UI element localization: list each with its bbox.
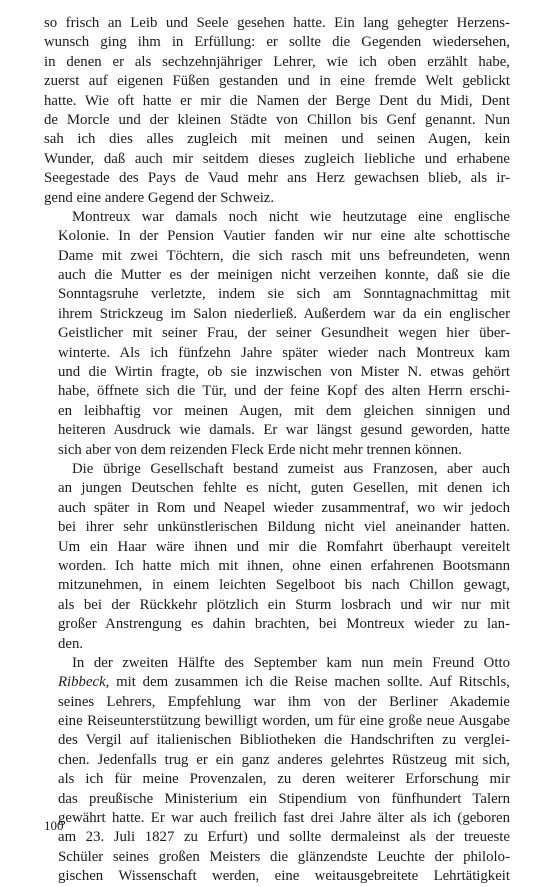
text-line: Geistlicher mit seiner Frau, der seiner Gesundheit wegen hier über- bbox=[58, 325, 510, 342]
text-line: als bei der Rückkehr plötzlich ein Sturm losbrach und wir nur mit bbox=[58, 596, 510, 613]
paragraph bbox=[44, 14, 510, 208]
text-line: so frisch an Leib und Seele gesehen hatte. Ein lang gehegter Herzens- bbox=[44, 15, 510, 31]
text-line: ihrem Strickzeug im Salon niederließ. Außerdem war da ein englischer bbox=[58, 305, 510, 322]
text-line: am 23. Juli 1827 zu Erfurt) und sollte dermaleinst als der treueste bbox=[58, 829, 510, 846]
text-line: bei ihrer sehr unkünstlerischen Bildung nicht viel aneinander hatten. bbox=[58, 519, 510, 536]
text-line: Wunder, daß auch mir seitdem dieses zugleich liebliche und erhabene bbox=[44, 150, 510, 167]
text-line: auch die Mutter es der meinigen nicht verzeihen konnte, daß sie die bbox=[58, 267, 510, 284]
text-line: Sonntagsruhe verletzte, indem sie sich am Sonntagnachmittag mit bbox=[58, 286, 510, 303]
text-line: Seegestade des Pays de Vaud mehr ans Herz gewachsen blieb, als ir- bbox=[44, 170, 510, 187]
text-line: das preußische Ministerium ein Stipendium von fünfhundert Talern bbox=[58, 790, 510, 807]
text-line: seines Lehrers, Empfehlung war ihm von der Berliner Akademie bbox=[58, 693, 510, 710]
text-line: worden. Ich hatte mich mit ihnen, ohne einen erfahrenen Bootsmann bbox=[58, 557, 510, 574]
text-line: wunsch ging ihm in Erfüllung: er sollte die Gegenden wiedersehen, bbox=[44, 34, 510, 51]
text-line: chen. Jedenfalls trug er ein ganz anderes gelehrtes Rüstzeug mit sich, bbox=[58, 751, 510, 768]
text-line: eine Reiseunterstützung bewilligt worden, um für eine große neue Ausgabe bbox=[58, 713, 510, 730]
text-line: winterte. Als ich fünfzehn Jahre später wieder nach Montreux kam bbox=[58, 344, 510, 361]
paragraph bbox=[44, 208, 510, 460]
text-line: auch später in Rom und Neapel wieder zusammentraf, wo wir jedoch bbox=[58, 499, 510, 516]
text-line: Um ein Haar wäre ihnen und mir die Romfahrt überhaupt vereitelt bbox=[58, 538, 510, 555]
text-line: gischen Wissenschaft werden, eine weitausgebreitete Lehrtätigkeit bbox=[58, 868, 510, 885]
text-line: de Morcle und der kleinen Städte von Chillon bis Genf genannt. Nun bbox=[44, 111, 510, 128]
text-line: den. bbox=[58, 635, 84, 652]
text-line: Dame mit zwei Töchtern, die sich rasch mit uns befreundeten, wenn bbox=[58, 247, 510, 264]
text-line: gewährt hatte. Er war auch freilich fast drei Jahre älter als ich (geboren bbox=[58, 810, 510, 827]
text-line: Die übrige Gesellschaft bestand zumeist aus Franzosen, aber auch bbox=[72, 460, 510, 477]
text-line: mitzunehmen, in einem leichten Segelboot bis nach Chillon gewagt, bbox=[58, 577, 510, 594]
text-line: großer Anstrengung es dahin brachten, bei Montreux wieder zu lan- bbox=[58, 616, 510, 633]
text-line: In der zweiten Hälfte des September kam nun mein Freund Otto bbox=[72, 654, 510, 671]
text-line: zuerst auf eigenen Füßen gestanden und in eine fremde Welt geblickt bbox=[44, 73, 510, 90]
italic-name: Ribbeck, bbox=[58, 674, 110, 691]
text-line: habe, öffnete sich die Tür, und der feine Kopf des alten Herrn erschi- bbox=[58, 383, 510, 400]
page-number: 100 bbox=[44, 818, 64, 833]
text-line: Schüler seines großen Meisters die glänzendste Leuchte der philolo- bbox=[58, 848, 510, 865]
text-line: sich aber von dem reizenden Fleck Erde nicht mehr trennen können. bbox=[58, 441, 462, 458]
text-line: in denen er als sechzehnjähriger Lehrer, wie ich oben erzählt habe, bbox=[44, 53, 510, 70]
text-line: Kolonie. In der Pension Vautier fanden wir nur eine alte schottische bbox=[58, 228, 510, 245]
text-line: als ich für meine Provenzalen, zu deren weiterer Erforschung mir bbox=[58, 771, 510, 788]
text-line: an jungen Deutschen fehlte es nicht, guten Gesellen, mit denen ich bbox=[58, 480, 510, 497]
text-line: und die Wirtin fragte, ob sie inzwischen von Mister N. etwas gehört bbox=[58, 364, 510, 381]
paragraph bbox=[44, 654, 510, 887]
text-line: gend eine andere Gegend der Schweiz. bbox=[44, 189, 275, 206]
text-line: en leibhaftig vor meinen Augen, mit dem gleichen sinnigen und bbox=[58, 402, 510, 419]
text-line: heiteren Ausdruck wie damals. Er war längst gesund geworden, hatte bbox=[58, 422, 510, 439]
text-line: Montreux war damals noch nicht wie heutzutage eine englische bbox=[72, 208, 510, 225]
text-line: hatte. Wie oft hatte er mir die Namen der Berge Dent du Midi, Dent bbox=[44, 92, 510, 109]
text-line: sah ich dies alles zugleich mit meinen und seinen Augen, kein bbox=[44, 131, 510, 148]
paragraph bbox=[44, 460, 510, 654]
text-line: des Vergil auf italienischen Bibliotheken die Handschriften zu verglei- bbox=[58, 732, 510, 749]
text-line: Ribbeck, mit dem zusammen ich die Reise machen sollte. Auf Ritschls, bbox=[58, 674, 510, 691]
